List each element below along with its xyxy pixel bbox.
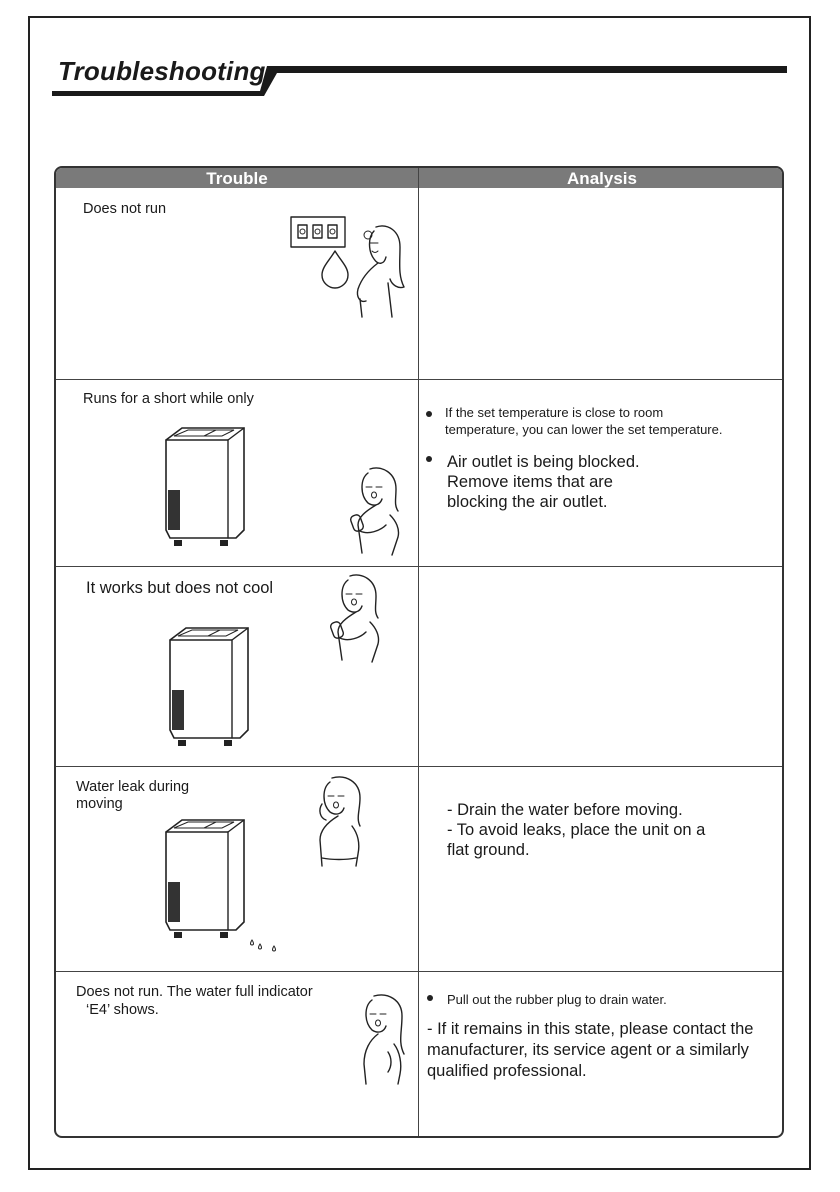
portable-ac-unit-icon: [164, 626, 254, 750]
woman-surprised-icon: [310, 774, 372, 870]
row-divider: [56, 766, 782, 767]
analysis-text-row-2-line-3: Air outlet is being blocked.: [447, 453, 640, 471]
analysis-text-row-2-line-5: blocking the air outlet.: [447, 493, 608, 511]
analysis-text-row-5-bullet: Pull out the rubber plug to drain water.: [447, 992, 667, 1007]
trouble-text-row-5-line-1: Does not run. The water full indicator: [76, 984, 313, 1000]
analysis-text-row-4-line-2: - To avoid leaks, place the unit on a: [447, 821, 706, 839]
column-header-analysis: Analysis: [567, 169, 637, 188]
trouble-text-row-1: Does not run: [83, 201, 167, 217]
column-divider: [418, 168, 419, 1136]
bullet-dot: [426, 456, 432, 462]
trouble-text-row-4-line-2: moving: [76, 796, 123, 812]
analysis-text-row-2-line-1: If the set temperature is close to room: [445, 405, 664, 420]
portable-ac-unit-leaking-icon: [160, 818, 290, 958]
woman-with-remote-icon: [326, 572, 388, 668]
bullet-dot: [426, 411, 432, 417]
column-header-trouble: Trouble: [206, 169, 268, 188]
woman-surprised-icon: [354, 992, 410, 1088]
analysis-text-row-5-line-1: - If it remains in this state, please contact the: [427, 1020, 754, 1038]
analysis-text-row-4-line-1: - Drain the water before moving.: [447, 801, 683, 819]
row-divider: [56, 971, 782, 972]
row-divider: [56, 379, 782, 380]
trouble-text-row-5-line-2: ‘E4’ shows.: [86, 1002, 159, 1018]
trouble-text-row-4-line-1: Water leak during: [76, 779, 190, 795]
analysis-text-row-4-line-3: flat ground.: [447, 841, 530, 859]
trouble-text-row-2: Runs for a short while only: [83, 391, 254, 407]
trouble-text-row-3: It works but does not cool: [86, 579, 274, 597]
bullet-dot: [427, 995, 433, 1001]
analysis-text-row-2-line-4: Remove items that are: [447, 473, 613, 491]
table-header: [56, 168, 782, 188]
page-title: Troubleshooting: [58, 56, 266, 86]
woman-icon: [348, 223, 408, 318]
row-divider: [56, 566, 782, 567]
portable-ac-unit-icon: [160, 426, 250, 550]
woman-with-remote-icon: [346, 465, 408, 561]
troubleshooting-table: [54, 166, 784, 1138]
analysis-text-row-2-line-2: temperature, you can lower the set temperature.: [445, 422, 723, 437]
analysis-text-row-5-line-3: qualified professional.: [427, 1062, 587, 1080]
analysis-text-row-5-line-2: manufacturer, its service agent or a similarly: [427, 1041, 749, 1059]
